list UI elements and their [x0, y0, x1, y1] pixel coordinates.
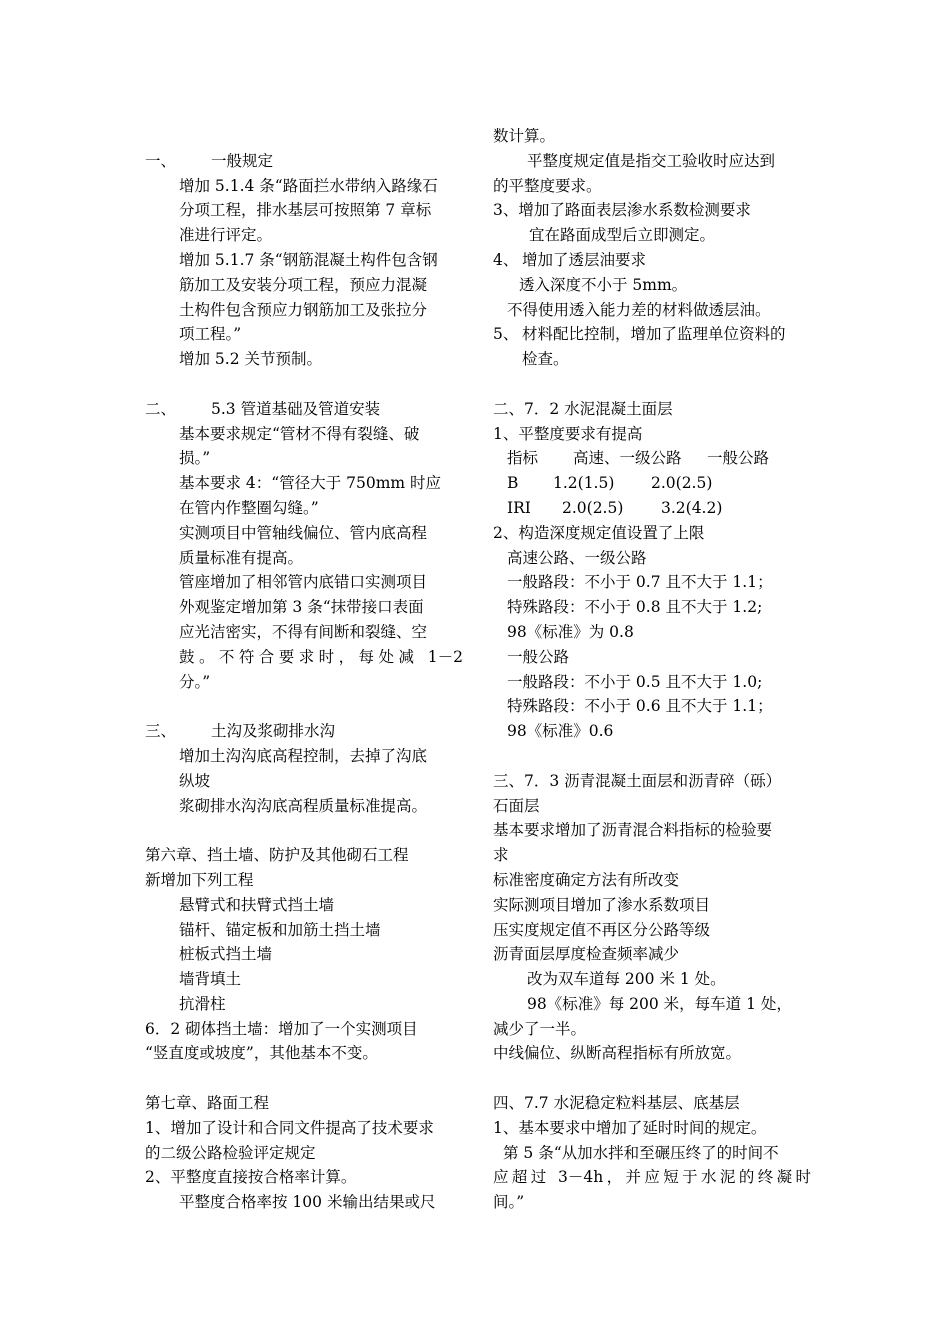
table-cell: B	[507, 474, 519, 493]
table-cell: 一般公路	[707, 449, 770, 468]
section-title: 土沟及浆砌排水沟	[211, 722, 336, 741]
text-line: 98《标准》0.6	[507, 722, 614, 741]
chapter-7-heading: 第七章、路面工程	[145, 1094, 270, 1113]
text-line: 质量标准有提高。	[179, 548, 304, 567]
text-line: 2、构造深度规定值设置了上限	[493, 523, 705, 542]
table-cell: 2.0(2.5)	[651, 474, 713, 493]
text-line: 间。”	[493, 1193, 525, 1212]
section-7-7-heading: 四、7.7 水泥稳定粒料基层、底基层	[493, 1094, 740, 1113]
text-line: 1、增加了设计和合同文件提高了技术要求	[145, 1118, 434, 1137]
text-line: 增加土沟沟底高程控制，去掉了沟底	[179, 746, 428, 765]
text-line: 标准密度确定方法有所改变	[493, 870, 680, 889]
text-line: 筋加工及安装分项工程，预应力混凝	[179, 275, 428, 294]
section-7-3-heading-cont: 石面层	[493, 796, 540, 815]
text-line: 土构件包含预应力钢筋加工及张拉分	[179, 300, 428, 319]
text-line: 减少了一半。	[493, 1019, 587, 1038]
left-column	[145, 124, 463, 1215]
list-item: 墙背填土	[179, 970, 242, 989]
text-line: 的二级公路检验评定规定	[145, 1143, 316, 1162]
right-column	[493, 124, 811, 1215]
table-cell: IRI	[507, 498, 531, 517]
text-line: 改为双车道每 200 米 1 处。	[527, 970, 726, 989]
table-cell: 3.2(4.2)	[661, 498, 723, 517]
text-line: 不得使用透入能力差的材料做透层油。	[507, 300, 771, 319]
section-number: 二、	[145, 399, 177, 418]
text-line: 98《标准》为 0.8	[507, 622, 634, 641]
text-line: 分项工程，排水基层可按照第 7 章标	[179, 201, 432, 220]
text-line: 外观鉴定增加第 3 条“抹带接口表面	[179, 598, 424, 617]
text-line: 3、增加了路面表层渗水系数检测要求	[493, 201, 751, 220]
section-3-heading	[145, 719, 463, 744]
text-line: 管座增加了相邻管内底错口实测项目	[179, 573, 428, 592]
section-number: 三、	[145, 722, 177, 741]
text-line: 6．2 砌体挡土墙：增加了一个实测项目	[145, 1019, 418, 1038]
text-line: 压实度规定值不再区分公路等级	[493, 920, 711, 939]
text-line: 98《标准》每 200 米，每车道 1 处，	[527, 994, 792, 1013]
text-line: 平整度规定值是指交工验收时应达到	[527, 151, 776, 170]
text-line: 项工程。”	[179, 325, 242, 344]
table-row	[493, 496, 811, 521]
text-line: 准进行评定。	[179, 226, 273, 245]
text-line: “竖直度或坡度”，其他基本不变。	[145, 1044, 378, 1063]
item-number: 4、	[493, 250, 519, 269]
table-cell: 指标	[507, 449, 539, 468]
text-line: 第 5 条“从加水拌和至碾压终了的时间不	[503, 1143, 779, 1162]
list-item: 桩板式挡土墙	[179, 945, 273, 964]
text-line: 2、平整度直接按合格率计算。	[145, 1168, 357, 1187]
text-line: 在管内作整圈勾缝。”	[179, 498, 319, 517]
text-line: 高速公路、一级公路	[507, 548, 647, 567]
text-line: 基本要求 4：“管径大于 750mm 时应	[179, 474, 442, 493]
text-line: 增加 5.2 关节预制。	[179, 350, 323, 369]
text-line: 浆砌排水沟沟底高程质量标准提高。	[179, 796, 428, 815]
text-line: 一般路段：不小于 0.5 且不大于 1.0;	[507, 672, 763, 691]
section-2-heading	[145, 397, 463, 422]
text-line: 纵坡	[179, 771, 211, 790]
text-line: 中线偏位、纵断高程指标有所放宽。	[493, 1044, 742, 1063]
text-line: 分。”	[179, 672, 211, 691]
list-item: 抗滑柱	[179, 994, 226, 1013]
text-line: 鼓。不符合要求时，每处减 1－2	[179, 647, 463, 666]
text-line: 损。”	[179, 449, 211, 468]
list-item: 悬臂式和扶臂式挡土墙	[179, 895, 335, 914]
text-line: 应超过 3－4h，并应短于水泥的终凝时	[493, 1168, 811, 1187]
text-line: 1、基本要求中增加了延时时间的规定。	[493, 1118, 767, 1137]
text-line: 沥青面层厚度检查频率减少	[493, 945, 680, 964]
text-line: 增加 5.1.4 条“路面拦水带纳入路缘石	[179, 176, 438, 195]
text-line: 增加 5.1.7 条“钢筋混凝土构件包含钢	[179, 250, 438, 269]
text-line: 1、平整度要求有提高	[493, 424, 643, 443]
section-number: 一、	[145, 151, 177, 170]
list-item: 锚杆、锚定板和加筋土挡土墙	[179, 920, 381, 939]
section-7-3-heading: 三、7．3 沥青混凝土面层和沥青碎（砾）	[493, 771, 782, 790]
text-line: 基本要求增加了沥青混合料指标的检验要	[493, 821, 773, 840]
text-line: 应光洁密实，不得有间断和裂缝、空	[179, 622, 428, 641]
text-line: 实测项目中管轴线偏位、管内底高程	[179, 523, 428, 542]
text-line: 实际测项目增加了渗水系数项目	[493, 895, 711, 914]
section-1-heading	[145, 149, 463, 174]
section-title: 5.3 管道基础及管道安装	[211, 399, 381, 418]
text-line: 求	[493, 846, 509, 865]
text-line: 平整度合格率按 100 米输出结果或尺	[179, 1193, 436, 1212]
text-line: 特殊路段：不小于 0.8 且不大于 1.2;	[507, 598, 763, 617]
text-line: 的平整度要求。	[493, 176, 602, 195]
text-line: 透入深度不小于 5mm。	[519, 275, 688, 294]
text-line: 新增加下列工程	[145, 870, 254, 889]
text-line: 宜在路面成型后立即测定。	[529, 226, 716, 245]
table-header-row	[493, 446, 811, 471]
section-title: 一般规定	[211, 151, 274, 170]
section-7-2-heading: 二、7．2 水泥混凝土面层	[493, 399, 673, 418]
chapter-6-heading: 第六章、挡土墙、防护及其他砌石工程	[145, 846, 409, 865]
text-line: 检查。	[522, 350, 569, 369]
text-line: 5、 材料配比控制，增加了监理单位资料的	[493, 322, 811, 347]
table-cell: 2.0(2.5)	[562, 498, 624, 517]
table-cell: 高速、一级公路	[573, 449, 682, 468]
text-line: 特殊路段：不小于 0.6 且不大于 1.1；	[507, 697, 773, 716]
text-line: 基本要求规定“管材不得有裂缝、破	[179, 424, 420, 443]
item-number: 5、	[493, 325, 519, 344]
text-line: 一般公路	[507, 647, 570, 666]
text-line: 4、 增加了透层油要求	[493, 248, 811, 273]
text-line: 一般路段：不小于 0.7 且不大于 1.1；	[507, 573, 773, 592]
table-row	[493, 471, 811, 496]
text-line: 数计算。	[493, 127, 556, 145]
table-cell: 1.2(1.5)	[553, 474, 615, 493]
